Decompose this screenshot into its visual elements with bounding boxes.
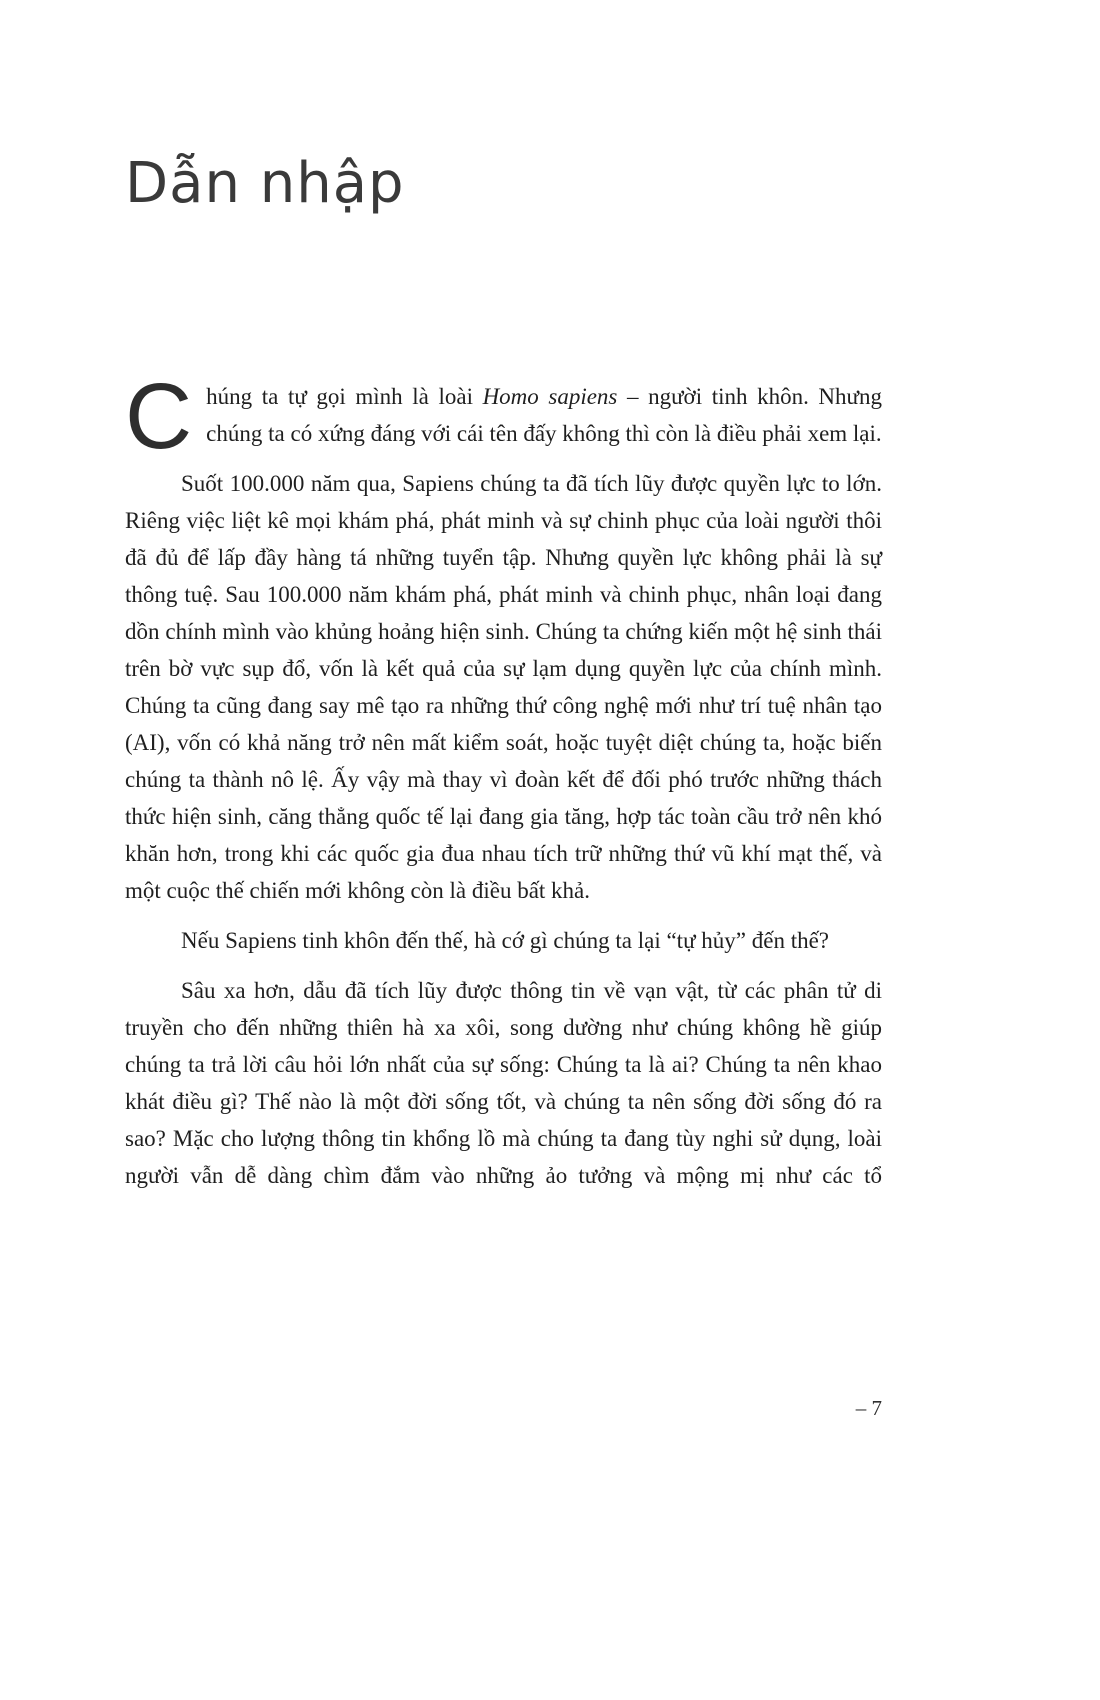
opening-text-after-italic: – người tinh khôn. Nhưng chúng ta có xứng đáng với cái tên đấy không thì còn là điều phải xem lại.: [206, 384, 882, 446]
page-content: [125, 0, 882, 1700]
species-name-italic: Homo sapiens: [482, 384, 618, 409]
paragraph-question: Nếu Sapiens tinh khôn đến thế, hà cớ gì chúng ta lại “tự hủy” đến thế?: [181, 928, 830, 953]
chapter-title: Dẫn nhập: [125, 151, 405, 216]
opening-text-before-italic: húng ta tự gọi mình là loài: [206, 384, 483, 409]
drop-cap: C: [125, 364, 193, 468]
opening-paragraph: [125, 364, 882, 468]
paragraph-information: Sâu xa hơn, dẫu đã tích lũy được thông tin về vạn vật, từ các phân tử di truyền cho đến những thiên hà xa xôi, song dường như chúng không hề giúp chúng ta trả lời câu hỏi lớn nhất của sự sống: Chúng ta là ai? Chúng ta nên khao khát điều gì? Thế nào là một đời sống tốt, và chúng ta nên sống đời sống đó ra sao? Mặc cho lượng thông tin khổng lồ mà chúng ta đang tùy nghi sử dụng, loài người vẫn dễ dàng chìm đắm vào những ảo tưởng và mộng mị như các tổ: [125, 978, 882, 1188]
body-text: [125, 364, 882, 1194]
paragraph-power: Suốt 100.000 năm qua, Sapiens chúng ta đã tích lũy được quyền lực to lớn. Riêng việc liệt kê mọi khám phá, phát minh và sự chinh phục của loài người thôi đã đủ để lấp đầy hàng tá những tuyển tập. Nhưng quyền lực không phải là sự thông tuệ. Sau 100.000 năm khám phá, phát minh và chinh phục, nhân loại đang dồn chính mình vào khủng hoảng hiện sinh. Chúng ta chứng kiến một hệ sinh thái trên bờ vực sụp đổ, vốn là kết quả của sự lạm dụng quyền lực của chính mình. Chúng ta cũng đang say mê tạo ra những thứ công nghệ mới như trí tuệ nhân tạo (AI), vốn có khả năng trở nên mất kiểm soát, hoặc tuyệt diệt chúng ta, hoặc biến chúng ta thành nô lệ. Ấy vậy mà thay vì đoàn kết để đối phó trước những thách thức hiện sinh, căng thẳng quốc tế lại đang gia tăng, hợp tác toàn cầu trở nên khó khăn hơn, trong khi các quốc gia đua nhau tích trữ những thứ vũ khí mạt thế, và một cuộc thế chiến mới không còn là điều bất khả.: [125, 471, 882, 903]
page-number: – 7: [855, 1396, 882, 1420]
